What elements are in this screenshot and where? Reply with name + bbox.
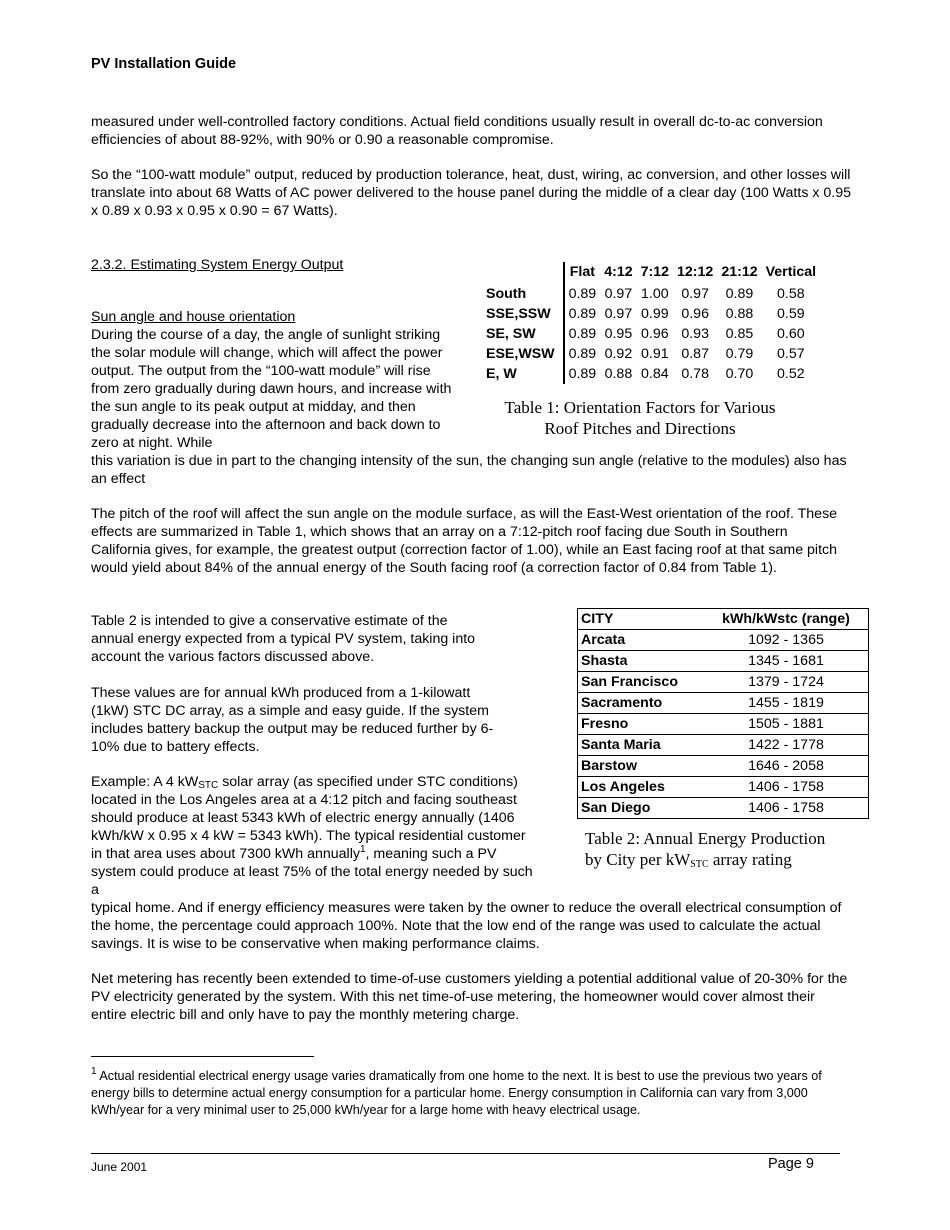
table1-cell: 0.96 bbox=[641, 326, 669, 342]
table2-city: San Francisco bbox=[578, 672, 705, 693]
table2-caption-pre: by City per kW bbox=[585, 850, 691, 869]
footnote-divider bbox=[91, 1056, 314, 1057]
table-row bbox=[578, 630, 869, 651]
table2-caption-line: Table 2: Annual Energy Production bbox=[585, 829, 826, 848]
table1-cell: 0.91 bbox=[641, 346, 669, 362]
table1-row-label: South bbox=[484, 284, 564, 304]
table1-cell: 0.89 bbox=[568, 286, 597, 302]
footnote bbox=[91, 1068, 851, 1119]
page-header-title: PV Installation Guide bbox=[91, 56, 237, 72]
table2-range: 1406 - 1758 bbox=[704, 777, 869, 798]
table1-cell: 0.79 bbox=[725, 346, 754, 362]
table-row bbox=[578, 735, 869, 756]
table1-header-cell bbox=[484, 262, 564, 284]
table1-row-label: E, W bbox=[484, 364, 564, 384]
example-tail: , meaning such a PV system could produce at least 75% of the total energy needed by such a bbox=[91, 846, 533, 898]
table1-cell: 0.58 bbox=[777, 286, 805, 302]
table1-cell: 0.85 bbox=[725, 326, 754, 342]
table-row bbox=[578, 693, 869, 714]
table1-header-cell: 12:12 bbox=[677, 264, 714, 280]
table1-caption-line: Roof Pitches and Directions bbox=[544, 419, 736, 438]
table2-city: Fresno bbox=[578, 714, 705, 735]
table1-header-cell: Flat bbox=[569, 264, 595, 280]
table1-cell: 0.93 bbox=[681, 326, 709, 342]
table1-cell: 0.96 bbox=[681, 306, 709, 322]
table2-range: 1092 - 1365 bbox=[704, 630, 869, 651]
table1-header-cell: 4:12 bbox=[604, 264, 633, 280]
table1-cell: 0.52 bbox=[777, 366, 805, 382]
subheading-sun-angle: Sun angle and house orientation bbox=[91, 309, 296, 325]
table1-row-label: SE, SW bbox=[484, 324, 564, 344]
footer-divider bbox=[91, 1153, 840, 1154]
table1-cell: 0.97 bbox=[604, 286, 633, 302]
table-row bbox=[578, 651, 869, 672]
table1-cell: 0.70 bbox=[725, 366, 754, 382]
table2-range: 1379 - 1724 bbox=[704, 672, 869, 693]
table1-header-cell: Vertical bbox=[765, 264, 817, 280]
table1-cell: 0.89 bbox=[568, 326, 597, 342]
table-row bbox=[484, 344, 820, 364]
table1-header-cell: 7:12 bbox=[640, 264, 670, 280]
table1-cell: 0.89 bbox=[568, 346, 597, 362]
table2-city: Arcata bbox=[578, 630, 705, 651]
table2-city: Sacramento bbox=[578, 693, 705, 714]
paragraph-table2-intro: Table 2 is intended to give a conservative estimate of the annual energy expected from a typical PV system, taking into account the various factors discussed above. bbox=[91, 613, 476, 665]
section-heading: 2.3.2. Estimating System Energy Output bbox=[91, 257, 344, 273]
table1-cell: 0.88 bbox=[725, 306, 754, 322]
table2-range: 1505 - 1881 bbox=[704, 714, 869, 735]
table2-range: 1646 - 2058 bbox=[704, 756, 869, 777]
paragraph-roof-pitch: The pitch of the roof will affect the sun angle on the module surface, as will the East-West orientation of the roof. These effects are summarized in Table 1, which shows that an array on a 7:12-pitch roof facing due South in Southern California gives, for example, the greatest output (correction factor of 1.00), while an East facing roof at that same pitch would yield about 84% of the annual energy of the South facing roof (a correction factor of 0.84 from Table 1). bbox=[91, 506, 838, 576]
table2-city: Barstow bbox=[578, 756, 705, 777]
table-row bbox=[484, 324, 820, 344]
table2-caption-line bbox=[585, 849, 865, 870]
paragraph-example-continued: typical home. And if energy efficiency measures were taken by the owner to reduce the overall electrical consumption of the home, the percentage could approach 100%. Note that the low end of the range was used to calculate the actual savings. It is wise to be conservative when making performance claims. bbox=[91, 900, 842, 952]
example-subscript: STC bbox=[198, 780, 219, 791]
table1-header-row bbox=[484, 262, 820, 284]
table1-cell: 0.59 bbox=[777, 306, 805, 322]
table2-caption-post: array rating bbox=[708, 850, 792, 869]
table1-cell: 0.92 bbox=[604, 346, 633, 362]
table1-cell: 0.99 bbox=[641, 306, 669, 322]
footer-page-number: Page 9 bbox=[768, 1156, 814, 1172]
table2-caption bbox=[585, 828, 865, 870]
table1-cell: 0.78 bbox=[681, 366, 709, 382]
table1-cell: 1.00 bbox=[641, 286, 669, 302]
table1-cell: 0.89 bbox=[725, 286, 754, 302]
table-row bbox=[484, 284, 820, 304]
table2-city: Shasta bbox=[578, 651, 705, 672]
table1-cell: 0.57 bbox=[777, 346, 805, 362]
paragraph-values: These values are for annual kWh produced from a 1-kilowatt (1kW) STC DC array, as a simple and easy guide. If the system includes battery backup the output may be reduced further by 6-10% due to battery effects. bbox=[91, 685, 494, 755]
table2-city: Santa Maria bbox=[578, 735, 705, 756]
paragraph-net-metering: Net metering has recently been extended to time-of-use customers yielding a potential additional value of 20-30% for the PV electricity generated by the system. With this net time-of-use metering, the homeowner would cover almost their entire electric bill and only have to pay the monthly metering charge. bbox=[91, 971, 848, 1023]
table2-range: 1345 - 1681 bbox=[704, 651, 869, 672]
example-lead: Example: A 4 kW bbox=[91, 774, 199, 790]
table1-cell: 0.89 bbox=[568, 306, 597, 322]
table1-caption-line: Table 1: Orientation Factors for Various bbox=[504, 398, 776, 417]
table2-range: 1406 - 1758 bbox=[704, 798, 869, 819]
orientation-factors-table bbox=[484, 262, 821, 384]
table-row bbox=[578, 756, 869, 777]
table-row bbox=[578, 777, 869, 798]
table-row bbox=[484, 364, 820, 384]
table2-city: Los Angeles bbox=[578, 777, 705, 798]
table2-caption-subscript: STC bbox=[690, 859, 709, 870]
paragraph-sun-angle-continued: this variation is due in part to the changing intensity of the sun, the changing sun angle (relative to the modules) also has an effect bbox=[91, 453, 847, 487]
table1-cell: 0.60 bbox=[777, 326, 805, 342]
paragraph-conversion-efficiency: measured under well-controlled factory conditions. Actual field conditions usually result in overall dc-to-ac conversion efficiencies of about 88-92%, with 90% or 0.90 a reasonable compromise. bbox=[91, 114, 823, 148]
table2-city: San Diego bbox=[578, 798, 705, 819]
table-row bbox=[484, 304, 820, 324]
table1-cell: 0.97 bbox=[681, 286, 709, 302]
table1-caption bbox=[478, 397, 802, 439]
footnote-mark: 1 bbox=[91, 1066, 97, 1077]
footnote-text: Actual residential electrical energy usage varies dramatically from one home to the next. It is best to use the previous two years of energy bills to determine actual energy consumption for a particular home. Energy consumption in California can vary from 3,000 kWh/year for a very minimal user to 25,000 kWh/year for a large home with heavy electrical usage. bbox=[91, 1069, 822, 1117]
paragraph-100-watt-module: So the “100-watt module” output, reduced by production tolerance, heat, dust, wiring, ac conversion, and other losses will translate into about 68 Watts of AC power delivered to the house panel during the middle of a clear day (100 Watts x 0.95 x 0.89 x 0.93 x 0.95 x 0.90 = 67 Watts). bbox=[91, 167, 851, 219]
table1-cell: 0.97 bbox=[604, 306, 633, 322]
table2-range: 1455 - 1819 bbox=[704, 693, 869, 714]
table2-header-cell: CITY bbox=[578, 609, 705, 630]
table-row bbox=[578, 672, 869, 693]
table1-cell: 0.89 bbox=[568, 366, 597, 382]
table2-header-cell: kWh/kWstc (range) bbox=[704, 609, 869, 630]
footnote-reference[interactable]: 1 bbox=[359, 844, 366, 855]
table2-header-row bbox=[578, 609, 869, 630]
example-body: solar array (as specified under STC conditions) located in the Los Angeles area at a 4:12 pitch and facing southeast should produce at least 5343 kWh of electric energy annually (1406 kWh/kW x 0.95 x 4 kW = 5343 kWh). The typical residential customer in that area uses about 7300 kWh annually bbox=[91, 774, 526, 862]
table-row bbox=[578, 798, 869, 819]
table1-row-label: ESE,WSW bbox=[484, 344, 564, 364]
table1-cell: 0.95 bbox=[604, 326, 633, 342]
table1-header-cell: 21:12 bbox=[721, 264, 758, 280]
annual-energy-table bbox=[577, 608, 869, 819]
table1-cell: 0.84 bbox=[641, 366, 669, 382]
table1-cell: 0.88 bbox=[604, 366, 633, 382]
paragraph-sun-angle: During the course of a day, the angle of sunlight striking the solar module will change, which will affect the power output. The output from the “100-watt module” will rise from zero gradually during dawn hours, and increase with the sun angle to its peak output at midday, and then gradually decrease into the afternoon and back down to zero at night. While bbox=[91, 327, 452, 451]
footer-date: June 2001 bbox=[91, 1160, 148, 1174]
table1-cell: 0.87 bbox=[681, 346, 709, 362]
paragraph-example bbox=[91, 773, 535, 899]
table2-range: 1422 - 1778 bbox=[704, 735, 869, 756]
table1-row-label: SSE,SSW bbox=[484, 304, 564, 324]
table-row bbox=[578, 714, 869, 735]
